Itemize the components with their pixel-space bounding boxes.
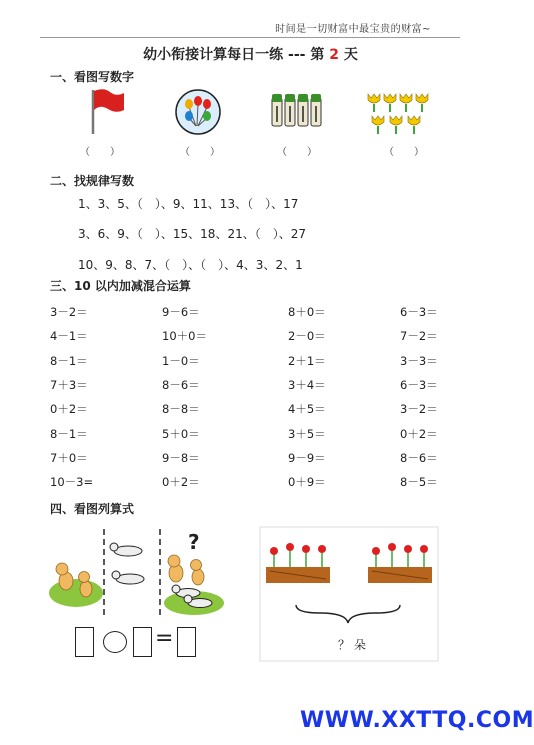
problem[interactable]: 0＋9＝ [288,475,326,490]
problem[interactable]: 8－1＝ [50,426,88,441]
day-number: 2 [329,47,339,63]
arithmetic-row [50,421,460,445]
flower-boxes-illustration [260,527,438,661]
problem[interactable]: 0＋2＝ [50,402,88,417]
problem[interactable]: 3－2＝ [400,402,438,417]
sequence-line-3[interactable]: 10、9、8、7、（ ）、（ ）、4、3、2、1 [78,258,303,272]
problem[interactable]: 8－1＝ [50,353,88,368]
problem[interactable]: 3－2＝ [50,305,88,320]
arithmetic-row [50,373,460,397]
arithmetic-row [50,397,460,421]
problem[interactable]: 8－8＝ [162,402,200,417]
problem[interactable]: 7＋0＝ [50,450,88,465]
problem[interactable]: 4－1＝ [50,329,88,344]
blank-tulips[interactable]: （ ） [384,147,424,158]
tulips-icon [364,90,434,136]
answer-box-2[interactable] [133,627,152,657]
problem[interactable]: 8－6＝ [400,450,438,465]
sequence-line-2[interactable]: 3、6、9、（ ）、15、18、21、（ ）、27 [78,227,306,241]
balloons-icon [174,88,222,136]
section2-heading: 二、找规律写数 [50,174,135,188]
answer-box-1[interactable] [75,627,94,657]
problem[interactable]: 5＋0＝ [162,426,200,441]
problem[interactable]: 7－2＝ [400,329,438,344]
problem[interactable]: 3＋4＝ [288,378,326,393]
flag-icon [88,86,126,136]
blank-flag[interactable]: （ ） [80,147,120,158]
problem[interactable]: 9－8＝ [162,450,200,465]
arithmetic-row [50,470,460,494]
problem[interactable]: 8＋0＝ [288,305,326,320]
problem[interactable]: 6－3＝ [400,305,438,320]
sequence-line-1[interactable]: 1、3、5、（ ）、9、11、13、（ ）、17 [78,197,299,211]
problem[interactable]: 4＋5＝ [288,402,326,417]
problem[interactable]: 3＋5＝ [288,426,326,441]
problem[interactable]: 1－0＝ [162,353,200,368]
flower-count-question: ？ 朵 [338,638,366,652]
problem[interactable]: 0＋2＝ [162,475,200,490]
problem[interactable]: 9－9＝ [288,450,326,465]
problem[interactable]: 2＋1＝ [288,353,326,368]
section1-heading: 一、看图写数字 [50,70,135,84]
problem[interactable]: 10＋0＝ [162,329,207,344]
arithmetic-row [50,324,460,348]
site-watermark: WWW.XXTTQ.COM [300,708,534,733]
arithmetic-row [50,300,460,324]
operator-circle[interactable] [103,631,127,653]
problem[interactable]: 3－3＝ [400,353,438,368]
section4-heading: 四、看图列算式 [50,502,135,516]
problem[interactable]: 2－0＝ [288,329,326,344]
problem[interactable]: 9－6＝ [162,305,200,320]
header-divider [40,37,460,38]
arithmetic-row [50,349,460,373]
page-title [0,44,501,64]
title-prefix: 幼小衔接计算每日一练 --- 第 [143,47,325,63]
problem[interactable]: 7＋3＝ [50,378,88,393]
problem[interactable]: 8－5＝ [400,475,438,490]
header-note: 时间是一切财富中最宝贵的财富~ [275,24,431,35]
blank-jars[interactable]: （ ） [277,147,317,158]
arithmetic-grid [50,300,460,494]
problem[interactable]: 8－6＝ [162,378,200,393]
answer-box-3[interactable] [177,627,196,657]
title-suffix: 天 [343,47,358,63]
problem[interactable]: 0＋2＝ [400,426,438,441]
problem[interactable]: 6－3＝ [400,378,438,393]
blank-balloons[interactable]: （ ） [180,147,220,158]
section3-heading: 三、10 以内加减混合运算 [50,279,191,293]
equals-sign-icon: = [155,626,174,651]
dogs-illustration [48,527,226,617]
jars-icon [270,92,324,130]
arithmetic-row [50,446,460,470]
problem[interactable]: 10－3= [50,475,94,490]
question-mark: ? [188,530,200,554]
